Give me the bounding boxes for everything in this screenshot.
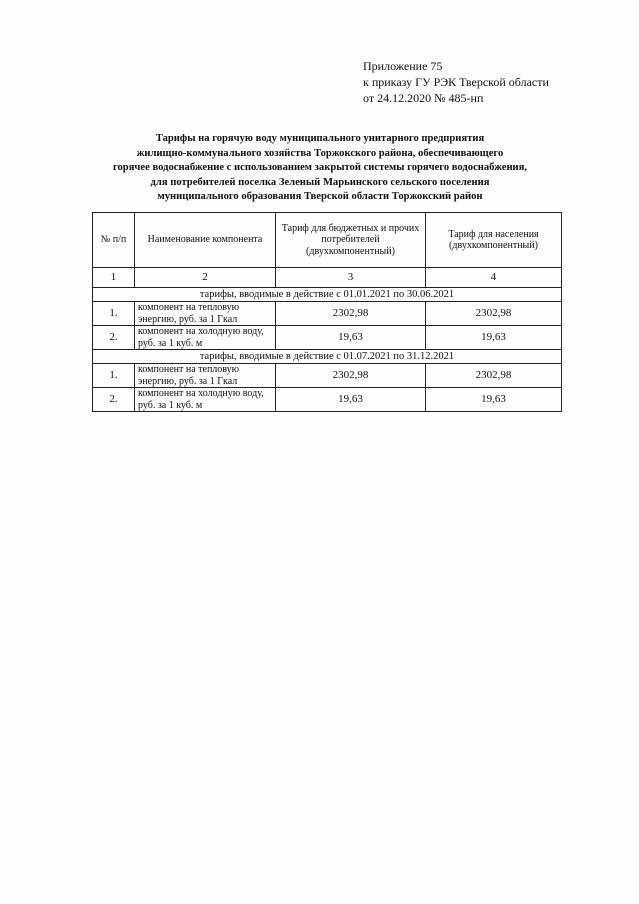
- header-num: № п/п: [93, 213, 135, 268]
- column-number-row: [93, 268, 562, 288]
- row-number: 2.: [93, 326, 135, 350]
- budget-tariff-value: 2302,98: [276, 302, 426, 326]
- title-line-2: жилищно-коммунального хозяйства Торжокского района, обеспечивающего: [136, 147, 504, 159]
- title-line-5: муниципального образования Тверской области Торжокский район: [157, 191, 483, 203]
- period-row: [93, 288, 562, 302]
- period-row: [93, 350, 562, 364]
- row-number: 2.: [93, 388, 135, 412]
- component-name: компонент на тепловую энергию, руб. за 1 Гкал: [135, 364, 276, 388]
- component-name: компонент на холодную воду, руб. за 1 куб. м: [135, 326, 276, 350]
- population-tariff-value: 19,63: [426, 388, 562, 412]
- budget-tariff-value: 19,63: [276, 326, 426, 350]
- document-title: [80, 132, 560, 205]
- column-number: 2: [135, 268, 276, 288]
- title-line-1: Тарифы на горячую воду муниципального унитарного предприятия: [155, 133, 485, 144]
- budget-tariff-value: 19,63: [276, 388, 426, 412]
- table-row: [93, 388, 562, 412]
- header-component: Наименование компонента: [135, 213, 276, 268]
- title-line-4: для потребителей поселка Зеленый Марьинского сельского поселения: [150, 176, 490, 188]
- period-label: тарифы, вводимые в действие с 01.07.2021 по 31.12.2021: [93, 350, 562, 364]
- column-number: 4: [426, 268, 562, 288]
- budget-tariff-value: 2302,98: [276, 364, 426, 388]
- period-label: тарифы, вводимые в действие с 01.01.2021 по 30.06.2021: [93, 288, 562, 302]
- tariff-table: [92, 212, 562, 412]
- row-number: 1.: [93, 302, 135, 326]
- appendix-reference: [363, 58, 549, 106]
- table-row: [93, 326, 562, 350]
- appendix-line-2: к приказу ГУ РЭК Тверской области: [363, 75, 549, 89]
- component-name: компонент на тепловую энергию, руб. за 1 Гкал: [135, 302, 276, 326]
- table-header-row: [93, 213, 562, 268]
- title-line-3: горячее водоснабжение с использованием закрытой системы горячего водоснабжения,: [112, 162, 528, 174]
- appendix-line-1: Приложение 75: [363, 59, 443, 73]
- header-population-tariff: Тариф для населения (двухкомпонентный): [426, 213, 562, 268]
- component-name: компонент на холодную воду, руб. за 1 куб. м: [135, 388, 276, 412]
- table-row: [93, 302, 562, 326]
- population-tariff-value: 2302,98: [426, 302, 562, 326]
- row-number: 1.: [93, 364, 135, 388]
- appendix-line-3: от 24.12.2020 № 485-нп: [363, 91, 484, 105]
- column-number: 3: [276, 268, 426, 288]
- column-number: 1: [93, 268, 135, 288]
- population-tariff-value: 19,63: [426, 326, 562, 350]
- table-row: [93, 364, 562, 388]
- population-tariff-value: 2302,98: [426, 364, 562, 388]
- header-budget-tariff: Тариф для бюджетных и прочих потребителей (двухкомпонентный): [276, 213, 426, 268]
